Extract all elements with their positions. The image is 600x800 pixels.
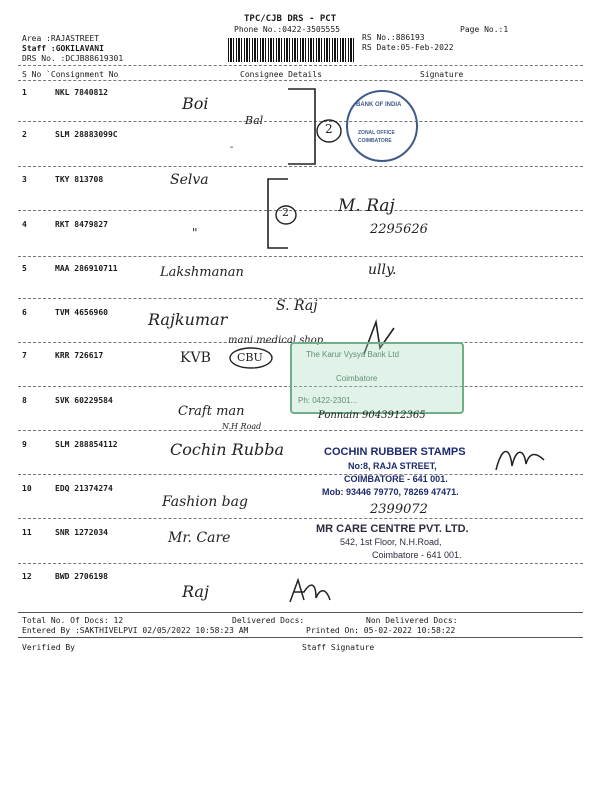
handwritten-note: mani medical shop [228,335,324,346]
consignment-number: SNR 1272034 [55,528,108,537]
row-number: 10 [22,484,32,493]
row-number: 12 [22,572,32,581]
column-header-consignee: Consignee Details [240,70,322,79]
row-number: 2 [22,130,27,139]
signature: M. Raj [338,196,395,216]
circled-text: CBU [237,351,263,364]
handwritten-name: Cochin Rubba [170,440,285,459]
row-number: 8 [22,396,27,405]
row-number: 7 [22,351,27,360]
row-number: 3 [22,175,27,184]
bank-seal: BANK OF INDIA ZONAL OFFICE COIMBATORE [346,90,418,162]
consignment-number: RKT 8479827 [55,220,108,229]
column-header-sno: S No `Consignment No [22,70,119,79]
handwritten-note: N.H Road [222,422,262,431]
handwritten-name: Boi [182,94,209,113]
verified-by: Verified By [22,643,75,652]
consignment-number: SLM 28883099C [55,130,118,139]
consignment-number: EDQ 21374274 [55,484,113,493]
consignment-number: TKY 813708 [55,175,104,184]
ditto-mark: " [192,226,198,240]
column-header-signature: Signature [420,70,464,79]
row-number: 4 [22,220,27,229]
row-number: 11 [22,528,32,537]
document-title: TPC/CJB DRS - PCT [244,14,337,24]
rs-date: RS Date:05-Feb-2022 [362,43,454,52]
signature: Ponnain 9043912365 [318,410,426,421]
staff-label: Staff :GOKILAVANI [22,44,104,53]
signature: ully. [368,262,397,278]
handwritten-name: KVB [180,350,211,366]
bank-stamp: The Karur Vysya Bank Ltd Coimbatore Ph: 0422-2301... [290,342,464,414]
handwritten-name: Lakshmanan [160,265,244,280]
circled-number: 2 [282,206,289,219]
handwritten-name: Craft man [178,404,245,419]
row-number: 6 [22,308,27,317]
handwritten-name: Bal [245,114,264,127]
circled-number: 2 [325,122,333,136]
barcode [228,38,356,62]
signature-number: 2399072 [370,502,428,517]
signature: S. Raj [276,298,318,314]
row-number: 9 [22,440,27,449]
handwritten-name: Selva [170,172,209,188]
consignment-number: MAA 286910711 [55,264,118,273]
area-label: Area :RAJASTREET [22,34,100,43]
consignment-number: BWD 2706198 [55,572,108,581]
entered-by: Entered By :SAKTHIVELPVI 02/05/2022 10:58:23 AM [22,626,249,635]
consignment-number: KRR 726617 [55,351,104,360]
printed-on: Printed On: 05-02-2022 10:58:22 [306,626,456,635]
handwritten-name: Rajkumar [148,310,228,329]
consignment-number: SVK 60229584 [55,396,113,405]
divider [18,612,583,613]
delivered-docs: Delivered Docs: [232,616,305,625]
handwritten-name: Fashion bag [162,494,248,510]
handwritten-name: Mr. Care [168,530,231,546]
row-number: 1 [22,88,27,97]
signature-number: 2295626 [370,222,428,237]
handwritten-name: Raj [182,582,209,601]
rs-number: RS No.:886193 [362,33,425,42]
signature-mark [492,440,548,476]
divider [18,637,583,638]
page-number: Page No.:1 [460,25,509,34]
phone-number: Phone No.:0422-3505555 [234,25,340,34]
consignment-number: TVM 4656960 [55,308,108,317]
signature-mark [286,576,334,606]
consignment-number: SLM 288854112 [55,440,118,449]
divider [18,65,583,66]
total-docs: Total No. Of Docs: 12 [22,616,124,625]
consignment-number: NKL 7840812 [55,88,108,97]
non-delivered-docs: Non Delivered Docs: [366,616,458,625]
divider [18,80,583,81]
staff-signature: Staff Signature [302,643,375,652]
row-number: 5 [22,264,27,273]
drs-number: DRS No. :DCJB88619301 [22,54,124,63]
